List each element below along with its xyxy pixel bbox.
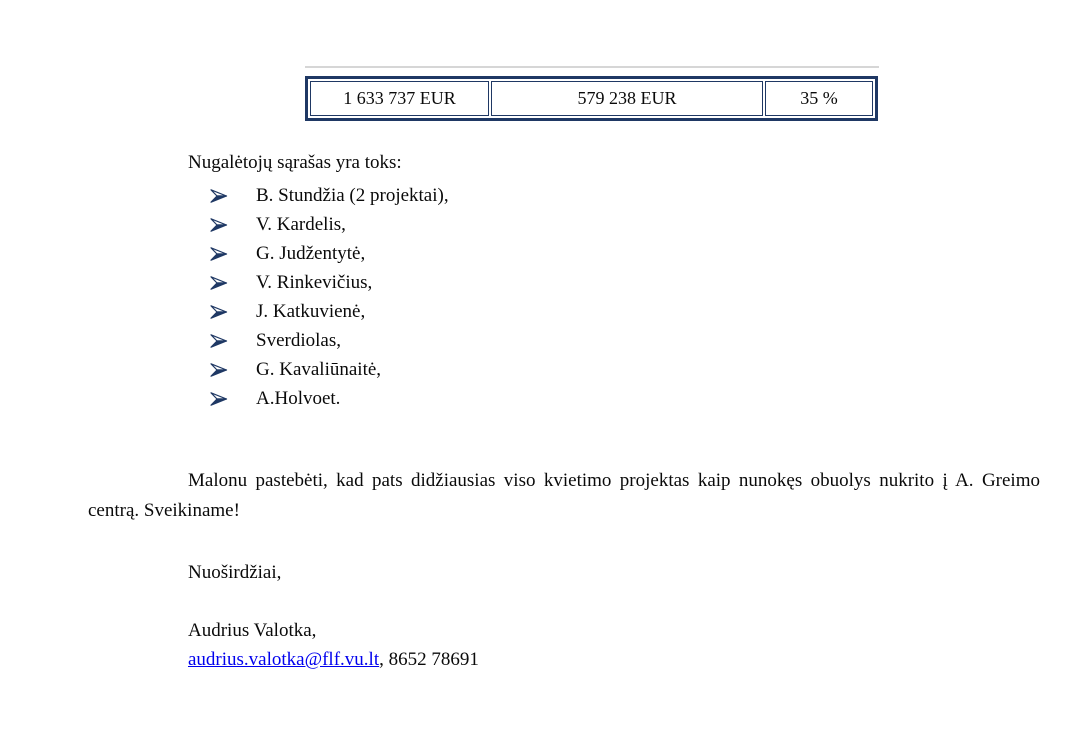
email-link[interactable]: audrius.valotka@flf.vu.lt — [188, 649, 380, 670]
list-item — [210, 268, 449, 297]
winner-name: V. Rinkevičius, — [256, 271, 373, 293]
list-item — [210, 355, 449, 384]
congratulations-paragraph: Malonu pastebėti, kad pats didžiausias viso kvietimo projektas kaip nunokęs obuolys nukrito į A. Greimo centrą. Sveikiname! — [88, 470, 1040, 521]
list-item — [210, 384, 449, 413]
arrowhead-bullet-icon — [210, 218, 228, 232]
signature-closing: Nuoširdžiai, — [188, 562, 282, 583]
list-item — [210, 210, 449, 239]
percentage-cell: 35 % — [765, 81, 873, 116]
phone-number: , 8652 78691 — [379, 649, 479, 670]
winner-name: J. Katkuvienė, — [256, 300, 366, 322]
winner-name: G. Judžentytė, — [256, 242, 366, 264]
arrowhead-bullet-icon — [210, 247, 228, 261]
list-item — [210, 181, 449, 210]
list-item — [210, 326, 449, 355]
total-amount-cell: 1 633 737 EUR — [310, 81, 489, 116]
awarded-amount-cell: 579 238 EUR — [491, 81, 763, 116]
arrowhead-bullet-icon — [210, 305, 228, 319]
cutoff-row-remnant-line — [305, 66, 879, 68]
funding-summary-table — [305, 76, 878, 121]
signature-name: Audrius Valotka, — [188, 620, 317, 641]
winners-list-heading: Nugalėtojų sąrašas yra toks: — [188, 152, 402, 173]
list-item — [210, 239, 449, 268]
winner-name: B. Stundžia (2 projektai), — [256, 184, 449, 206]
arrowhead-bullet-icon — [210, 392, 228, 406]
table-row — [310, 81, 873, 116]
winner-name: Sverdiolas, — [256, 329, 341, 351]
winner-name: A.Holvoet. — [256, 387, 341, 409]
arrowhead-bullet-icon — [210, 189, 228, 203]
arrowhead-bullet-icon — [210, 334, 228, 348]
arrowhead-bullet-icon — [210, 363, 228, 377]
winners-list — [210, 181, 449, 413]
winner-name: V. Kardelis, — [256, 213, 346, 235]
list-item — [210, 297, 449, 326]
arrowhead-bullet-icon — [210, 276, 228, 290]
winner-name: G. Kavaliūnaitė, — [256, 358, 382, 380]
contact-line — [188, 649, 479, 671]
